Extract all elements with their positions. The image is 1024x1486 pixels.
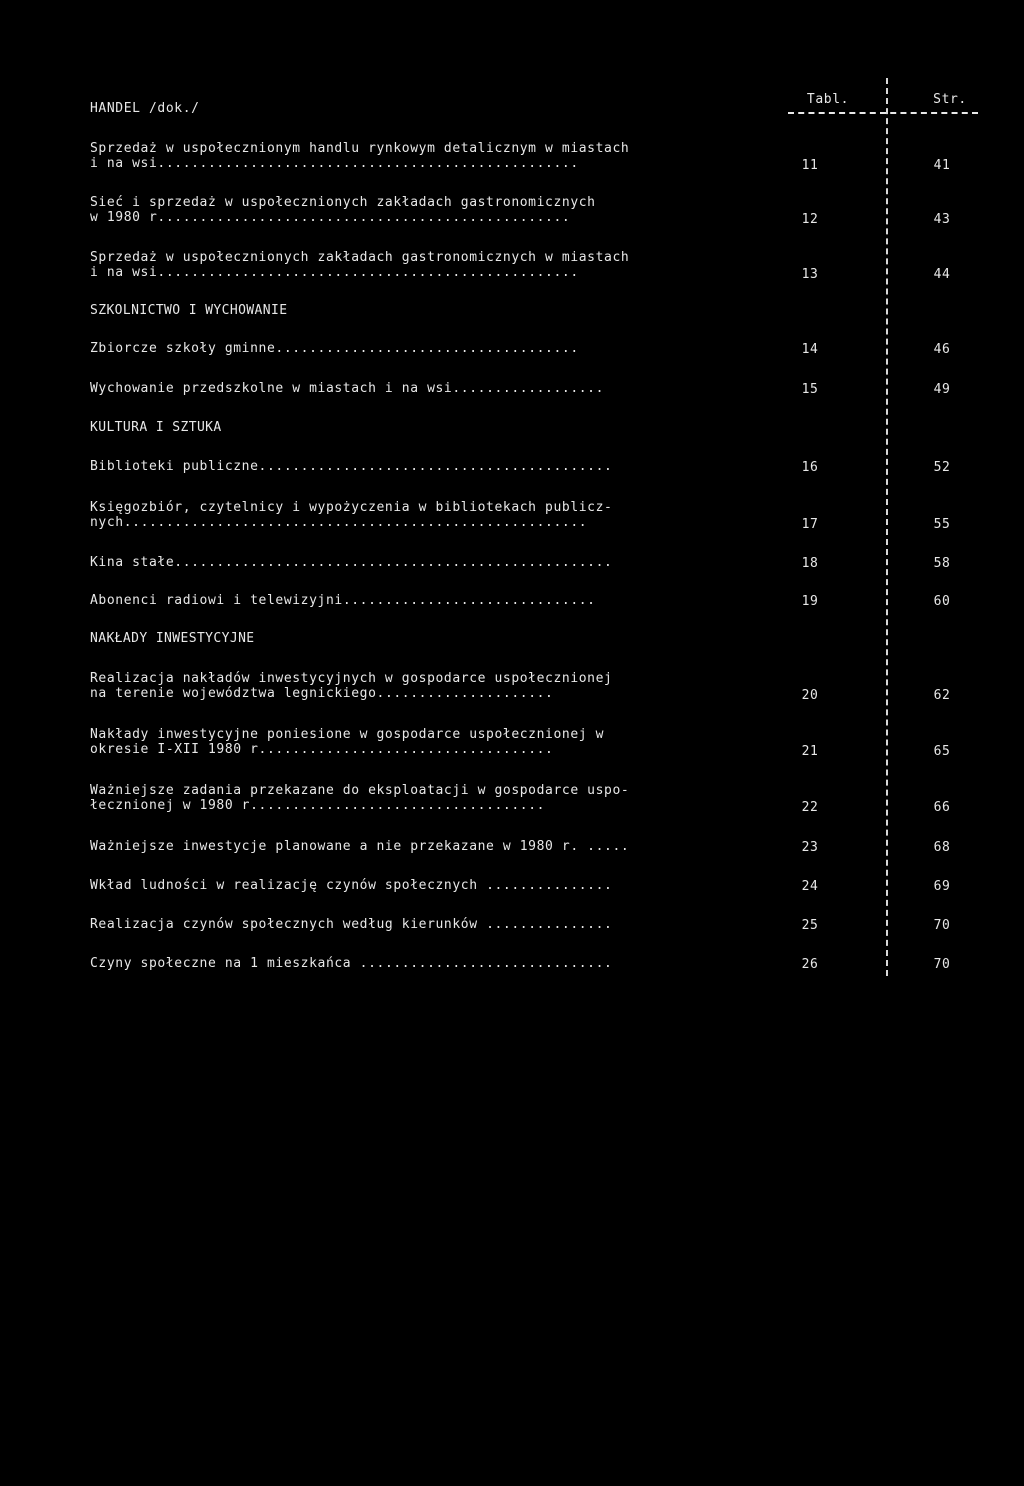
dot-leader: ..................................	[266, 742, 554, 757]
entry-page-number: 69	[933, 879, 951, 894]
section-heading-kultura: KULTURA I SZTUKA	[90, 420, 222, 435]
entry-page-number: 66	[933, 800, 951, 815]
entry-title-cont: nych	[90, 515, 124, 530]
section-heading-naklady: NAKŁADY INWESTYCYJNE	[90, 631, 255, 646]
header-dashed-rule	[788, 112, 978, 114]
entry-table-number: 14	[801, 342, 819, 357]
entry-title: Sprzedaż w uspołecznionych zakładach gastronomicznych w miastach	[90, 250, 630, 265]
entry-table-number: 24	[801, 879, 819, 894]
entry-title: Sieć i sprzedaż w uspołecznionych zakładach gastronomicznych	[90, 195, 596, 210]
dot-leader: ..................................................	[157, 265, 579, 280]
entry-table-number: 21	[801, 744, 819, 759]
entry-title-cont: okresie I-XII 1980 r.	[90, 742, 267, 757]
toc-entry	[90, 839, 990, 854]
entry-table-number: 17	[801, 517, 819, 532]
entry-title: Realizacja czynów społecznych według kierunków	[90, 917, 478, 932]
toc-entry	[90, 195, 990, 225]
dot-leader: ..................................................	[157, 156, 579, 171]
entry-page-number: 68	[933, 840, 951, 855]
entry-title: Nakłady inwestycyjne poniesione w gospodarce uspołecznionej w	[90, 727, 605, 742]
toc-entry	[90, 917, 990, 932]
dot-leader: .....................	[376, 686, 554, 701]
entry-table-number: 13	[801, 267, 819, 282]
entry-page-number: 65	[933, 744, 951, 759]
dot-leader: ..........................................	[258, 459, 613, 474]
dot-leader: ..................................	[258, 798, 546, 813]
entry-table-number: 22	[801, 800, 819, 815]
dot-leader: ..............................	[342, 593, 596, 608]
entry-page-number: 60	[933, 594, 951, 609]
toc-entry	[90, 381, 990, 396]
toc-entry	[90, 783, 990, 813]
entry-title: Kina stałe	[90, 555, 175, 570]
toc-entry	[90, 671, 990, 701]
toc-entry	[90, 341, 990, 356]
entry-title: Księgozbiór, czytelnicy i wypożyczenia w bibliotekach publicz-	[90, 500, 613, 515]
dot-leader: ...............	[477, 917, 613, 932]
entry-page-number: 41	[933, 158, 951, 173]
toc-entry	[90, 500, 990, 530]
dot-leader: ..............................	[351, 956, 613, 971]
entry-table-number: 19	[801, 594, 819, 609]
toc-entry	[90, 141, 990, 171]
toc-entry	[90, 878, 990, 893]
entry-table-number: 25	[801, 918, 819, 933]
entry-page-number: 70	[933, 957, 951, 972]
dot-leader: ................................................	[165, 210, 571, 225]
section-heading-handel: HANDEL /dok./	[90, 101, 200, 116]
dot-leader: ..................	[452, 381, 605, 396]
column-header-str: Str.	[933, 92, 967, 107]
entry-table-number: 15	[801, 382, 819, 397]
entry-title: Czyny społeczne na 1 mieszkańca	[90, 956, 352, 971]
entry-page-number: 62	[933, 688, 951, 703]
entry-title: Sprzedaż w uspołecznionym handlu rynkowym detalicznym w miastach	[90, 141, 630, 156]
toc-entry	[90, 593, 990, 608]
toc-entry	[90, 250, 990, 280]
entry-title: Zbiorcze szkoły gminne	[90, 341, 276, 356]
entry-title: Ważniejsze inwestycje planowane a nie przekazane w 1980 r.	[90, 839, 579, 854]
entry-table-number: 11	[801, 158, 819, 173]
entry-page-number: 70	[933, 918, 951, 933]
entry-title-cont: i na wsi	[90, 156, 158, 171]
entry-table-number: 20	[801, 688, 819, 703]
entry-title: Realizacja nakładów inwestycyjnych w gospodarce uspołecznionej	[90, 671, 613, 686]
entry-title: Abonenci radiowi i telewizyjni	[90, 593, 343, 608]
entry-table-number: 18	[801, 556, 819, 571]
toc-entry	[90, 956, 990, 971]
entry-table-number: 26	[801, 957, 819, 972]
section-heading-szkolnictwo: SZKOLNICTWO I WYCHOWANIE	[90, 303, 288, 318]
dot-leader: ...............	[477, 878, 613, 893]
entry-page-number: 46	[933, 342, 951, 357]
dot-leader: .......................................................	[123, 515, 588, 530]
entry-title-cont: na terenie województwa legnickiego	[90, 686, 377, 701]
entry-page-number: 44	[933, 267, 951, 282]
entry-title-cont: i na wsi	[90, 265, 158, 280]
column-header-tabl: Tabl.	[806, 92, 850, 107]
entry-title: Wkład ludności w realizację czynów społecznych	[90, 878, 478, 893]
entry-title: Ważniejsze zadania przekazane do eksploatacji w gospodarce uspo-	[90, 783, 630, 798]
entry-page-number: 55	[933, 517, 951, 532]
entry-page-number: 43	[933, 212, 951, 227]
entry-table-number: 16	[801, 460, 819, 475]
entry-page-number: 52	[933, 460, 951, 475]
entry-table-number: 23	[801, 840, 819, 855]
toc-entry	[90, 727, 990, 757]
toc-entry	[90, 459, 990, 474]
entry-table-number: 12	[801, 212, 819, 227]
toc-entry	[90, 555, 990, 570]
dot-leader: ....................................................	[174, 555, 613, 570]
dot-leader: ....................................	[275, 341, 579, 356]
entry-page-number: 58	[933, 556, 951, 571]
entry-title: Biblioteki publiczne	[90, 459, 259, 474]
entry-title-cont: łecznionej w 1980 r.	[90, 798, 259, 813]
dot-leader: .....	[578, 839, 630, 854]
entry-title: Wychowanie przedszkolne w miastach i na wsi	[90, 381, 453, 396]
entry-title-cont: w 1980 r.	[90, 210, 166, 225]
entry-page-number: 49	[933, 382, 951, 397]
